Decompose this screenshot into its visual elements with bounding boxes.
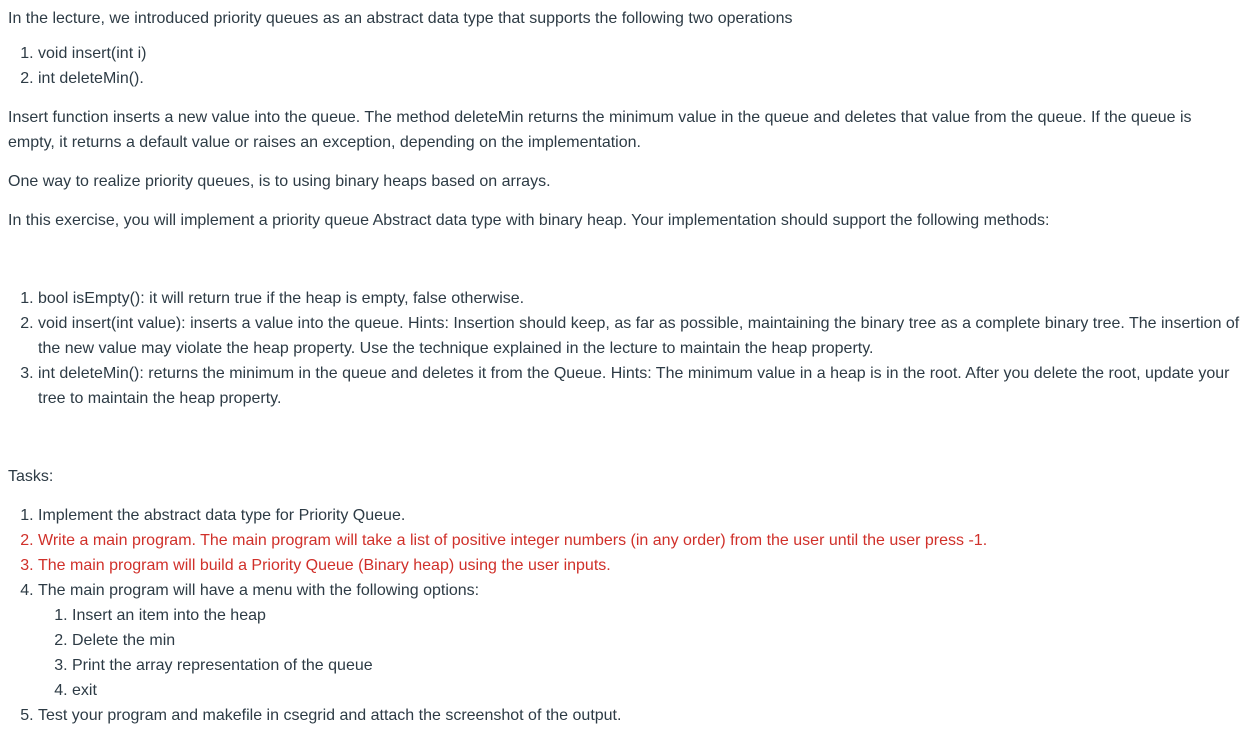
task-item: 5. Test your program and makefile in csegrid and attach the screenshot of the output. [38,703,1240,728]
menu-options-list [38,603,1240,703]
task-item-highlighted: 3. The main program will build a Priority Queue (Binary heap) using the user inputs. [38,553,1240,578]
menu-option-item: 2. Delete the min [72,628,1240,653]
method-item: 3. int deleteMin(): returns the minimum in the queue and deletes it from the Queue. Hints: The minimum value in a heap is in the root. After you delete the root, update your tree to maintain the heap property. [38,361,1240,411]
operations-list [8,41,1240,91]
operation-item: 2. int deleteMin(). [38,66,1240,91]
methods-list [8,286,1240,411]
exercise-paragraph: In this exercise, you will implement a priority queue Abstract data type with binary heap. Your implementation should support the following methods: [8,212,1050,229]
menu-option-item: 4. exit [72,678,1240,703]
intro-paragraph: In the lecture, we introduced priority queues as an abstract data type that supports the following two operations [8,10,793,27]
task-item: 1. Implement the abstract data type for Priority Queue. [38,503,1240,528]
method-item: 2. void insert(int value): inserts a value into the queue. Hints: Insertion should keep, as far as possible, maintaining the binary tree as a complete binary tree. The insertion of the new value may violate the heap property. Use the technique explained in the lecture to maintain the heap property. [38,311,1240,361]
one-way-paragraph: One way to realize priority queues, is to using binary heaps based on arrays. [8,173,551,190]
operation-item: 1. void insert(int i) [38,41,1240,66]
task-item-highlighted: 2. Write a main program. The main program will take a list of positive integer numbers (in any order) from the user until the user press -1. [38,528,1240,553]
tasks-list [8,503,1240,728]
task-item-menu [38,578,1240,703]
assignment-document [8,6,1240,728]
task-item-text: The main program will have a menu with the following options: [38,582,480,599]
insert-description-paragraph: Insert function inserts a new value into the queue. The method deleteMin returns the minimum value in the queue and deletes that value from the queue. If the queue is empty, it returns a default value or raises an exception, depending on the implementation. [8,109,1192,151]
menu-option-item: 1. Insert an item into the heap [72,603,1240,628]
method-item: 1. bool isEmpty(): it will return true if the heap is empty, false otherwise. [38,286,1240,311]
tasks-heading: Tasks: [8,468,54,485]
menu-option-item: 3. Print the array representation of the queue [72,653,1240,678]
